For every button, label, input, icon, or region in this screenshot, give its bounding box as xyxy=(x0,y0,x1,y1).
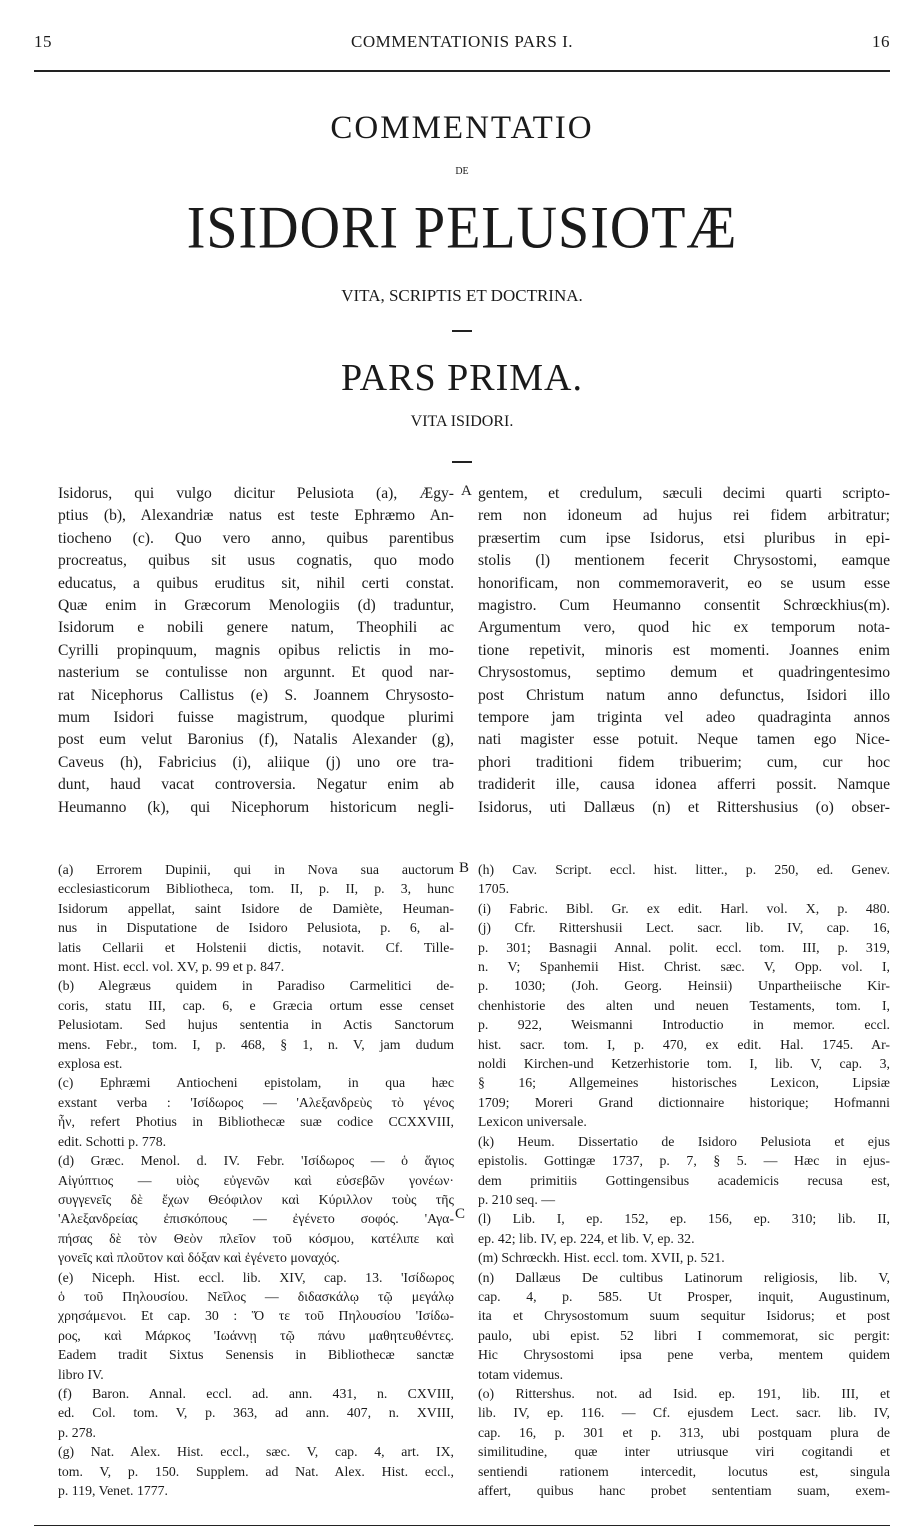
footnote-line: (l) Lib. I, ep. 152, ep. 156, ep. 310; lib. II, xyxy=(478,1211,890,1227)
title-main: ISIDORI PELUSIOTÆ xyxy=(186,194,738,262)
footnote-line: (b) Alegræus quidem in Paradiso Carmelitici de- xyxy=(58,978,454,994)
body-line: nasterium se contulisse non argunnt. Et quod nar- xyxy=(58,664,454,682)
footnote-line: Pelusiotam. Sed hujus sententia in Actis Sanctorum xyxy=(58,1017,454,1033)
body-line: præsertim cum ipse Isidorus, etsi pluribus in epi- xyxy=(478,529,890,547)
footnote-line: (h) Cav. Script. eccl. hist. litter., p. 250, ed. Genev. xyxy=(478,862,890,877)
footnote-line: p. 1030; (Joh. Georg. Heinsii) Unpartheiische Kir- xyxy=(478,978,890,994)
footnote-line: ep. 42; lib. IV, ep. 224, et lib. V, ep. 32. xyxy=(478,1230,695,1246)
footnote-line: nus in Disputatione de Isidoro Pelusiota, p. 6, al- xyxy=(58,920,454,936)
body-line: Heumanno (k), qui Nicephorum historicum negli- xyxy=(58,798,454,816)
body-column-right xyxy=(478,483,890,819)
footnote-line: epistolis. Gottingæ 1737, p. 7, § 5. — Hæc in ejus- xyxy=(478,1153,890,1169)
footnotes-left xyxy=(58,860,454,1500)
footnote-line: noldi Kirchen-und Ketzerhistorie tom. I, lib. V, cap. 3, xyxy=(478,1056,890,1072)
title-dash-2 xyxy=(452,461,472,463)
footnote-line: lib. IV, ep. 116. — Cf. ejusdem Lect. sacr. lib. IV, xyxy=(478,1405,890,1421)
running-head xyxy=(34,32,890,54)
footnote-line: dem primitiis Gottingensibus academicis recusa est, xyxy=(478,1172,890,1188)
footnote-line: cap. 4, p. 585. Ut Prosper, inquit, Augustinum, xyxy=(478,1288,890,1304)
footnote-line: 'Αλεξανδρείας ἐπισκόπους — ἐγένετο σοφός. 'Αγα- xyxy=(58,1211,454,1227)
footnote-line: συγγενεῖς δὲ ἔχων Θεόφιλον καὶ Κύριλλον τοὺς τῆς xyxy=(58,1191,454,1207)
footnote-line: latis Cellarii et Holstenii dictis, notavit. Cf. Tille- xyxy=(58,939,454,955)
running-title: COMMENTATIONIS PARS I. xyxy=(350,32,573,51)
footnote-line: (o) Rittershus. not. ad Isid. ep. 191, lib. III, et xyxy=(478,1385,890,1401)
body-line: phori traditioni fidem tribuerim; cum, cur hoc xyxy=(478,753,890,771)
body-line: Isidorum e nobili genere natum, Theophili ac xyxy=(58,619,454,637)
footnote-line: (n) Dallæus De cultibus Latinorum religiosis, lib. V, xyxy=(478,1269,890,1285)
footnote-line: p. 119, Venet. 1777. xyxy=(58,1483,168,1498)
body-line: ptius (b), Alexandriæ natus est teste Ephræmo An- xyxy=(58,507,454,525)
footnote-line: p. 278. xyxy=(58,1424,96,1440)
body-line: rat Nicephorus Callistus (e) S. Joannem Chrysosto- xyxy=(58,686,454,704)
footnote-line: p. 210 seq. — xyxy=(478,1191,556,1207)
footnote-line: Isidorum appellat, saint Isidore de Damiète, Heuman- xyxy=(58,900,454,916)
footnote-line: (g) Nat. Alex. Hist. eccl., sæc. V, cap. 4, art. IX, xyxy=(58,1444,454,1460)
body-line: post Christum natum anno defunctus, Isidori illo xyxy=(478,686,890,704)
footnote-line: (m) Schrœckh. Hist. eccl. tom. XVII, p. 521. xyxy=(478,1250,725,1266)
body-line: rem non idoneum ad hujus rei fidem arbitratur; xyxy=(478,507,890,525)
footnote-line: 1709; Moreri Grand dictionnaire historique; Hofmanni xyxy=(478,1094,890,1110)
footnote-line: ὁ τοῦ Πηλουσίου. Νεῖλος — διδασκάλῳ τῷ μεγάλῳ xyxy=(58,1288,454,1304)
footnote-line: tom. V, p. 150. Supplem. ad Nat. Alex. Hist. eccl., xyxy=(58,1463,454,1479)
margin-marker-b: B xyxy=(459,860,470,876)
body-line: tione repetivit, minoris est momenti. Joannes enim xyxy=(478,641,890,659)
footnotes-right xyxy=(478,860,890,1500)
footnote-line: chenhistorie des alten und neuen Testaments, tom. I, xyxy=(478,997,890,1013)
footnote-line: explosa est. xyxy=(58,1056,123,1072)
footnote-line: (a) Errorem Dupinii, qui in Nova sua auctorum xyxy=(58,862,454,877)
page-number-left: 15 xyxy=(34,32,52,51)
title-de: DE xyxy=(455,166,469,177)
header-rule xyxy=(34,70,890,72)
footnote-line: πήσας δὲ τὸν Θεὸν πλεῖον τοῦ κόσμου, κατέλιπε καὶ xyxy=(58,1230,454,1246)
body-line: honorificam, non commemoraverit, eo se usum esse xyxy=(478,574,890,592)
footnote-line: γονεῖς καὶ πλοῦτον καὶ δόξαν καὶ ἐγένετο μοναχός. xyxy=(58,1250,340,1266)
footnote-line: sentiendi rationem intercedit, locutus est, singula xyxy=(478,1463,890,1479)
footnote-line: ed. Col. tom. V, p. 363, ad ann. 407, n. XVIII, xyxy=(58,1405,454,1421)
footnote-line: mens. Febr., tom. I, p. 468, § 1, n. V, jam dudum xyxy=(58,1036,454,1052)
body-line: Chrysostomus, septimo demum et quadringentesimo xyxy=(478,664,890,682)
section-heading: VITA ISIDORI. xyxy=(410,413,514,430)
footer-rule xyxy=(34,1525,890,1526)
title-commentatio: COMMENTATIO xyxy=(330,110,594,146)
body-line: Quæ enim in Græcorum Menologiis (d) traduntur, xyxy=(58,597,454,615)
body-line: stolis (l) mentionem fecerit Chrysostomi, eamque xyxy=(478,552,890,570)
body-line: Isidorus, uti Dallæus (n) et Rittershusius (o) obser- xyxy=(478,798,890,816)
footnote-line: coris, statu III, cap. 6, e Græcia ortum esse censet xyxy=(58,997,454,1013)
footnote-line: libro IV. xyxy=(58,1366,104,1382)
footnote-line: χρησάμενοι. Et cap. 30 : Ὅ τε τοῦ Πηλουσίου 'Ισίδω- xyxy=(58,1308,454,1324)
body-line: Argumentum vero, quod hic ex temporum nota- xyxy=(478,619,890,637)
footnote-line: hist. sacr. tom. I, p. 470, ex edit. Hal. 1745. Ar- xyxy=(478,1036,890,1052)
body-line: nati magister esse potuit. Neque tamen ego Nice- xyxy=(478,731,890,749)
footnote-line: p. 922, Weismanni Introductio in memor. eccl. xyxy=(478,1017,890,1033)
body-line: tempore jam triginta vel adeo quadraginta annos xyxy=(478,709,890,727)
body-line: magistro. Cum Heumanno consentit Schrœckhius(m). xyxy=(478,597,890,615)
page-number-right: 16 xyxy=(872,32,890,51)
title-subtitle: VITA, SCRIPTIS ET DOCTRINA. xyxy=(341,286,583,305)
footnote-line: ρος, καὶ Μάρκος 'Ιωάννῃ τῷ πάνυ μαθητευθέντες. xyxy=(58,1327,454,1343)
margin-marker-a: A xyxy=(461,483,472,499)
body-line: mum Isidori fuisse magistrum, quodque plurimi xyxy=(58,709,454,727)
footnote-line: edit. Schotti p. 778. xyxy=(58,1133,167,1149)
footnote-line: (e) Niceph. Hist. eccl. lib. XIV, cap. 13. 'Ισίδωρος xyxy=(58,1269,454,1285)
footnote-line: (j) Cfr. Rittershusii Lect. sacr. lib. IV, cap. 16, xyxy=(478,920,890,936)
body-line: post eum velut Baronius (f), Natalis Alexander (g), xyxy=(58,731,454,749)
body-line: Isidorus, qui vulgo dicitur Pelusiota (a), Ægy- xyxy=(58,485,454,502)
footnote-line: Hic Chrysostomi ipsa pene verba, mentem quidem xyxy=(478,1347,890,1363)
footnote-line: ecclesiasticorum Bibliotheca, tom. II, p. II, p. 3, hunc xyxy=(58,881,454,897)
footnote-line: totam videmus. xyxy=(478,1366,564,1382)
body-line: procreatus, quibus sit usus cognatis, quo modo xyxy=(58,552,454,570)
footnote-line: mont. Hist. eccl. vol. XV, p. 99 et p. 847. xyxy=(58,959,285,975)
footnote-line: exstant verba : 'Ισίδωρος — 'Αλεξανδρεὺς τὸ γένος xyxy=(58,1094,454,1110)
part-heading: PARS PRIMA. xyxy=(341,357,583,399)
footnote-line: (d) Græc. Menol. d. IV. Febr. 'Ισίδωρος — ὁ ἅγιος xyxy=(58,1153,454,1169)
footnote-line: affert, quibus hanc probet sententiam suam, exem- xyxy=(478,1483,890,1498)
body-line: tradiderit ille, causa idonea afferri possit. Namque xyxy=(478,776,890,794)
body-line: Cyrilli propinquum, magnis opibus relictis in mo- xyxy=(58,641,454,659)
footnote-line: similitudine, quæ inter utriusque viri cogitandi et xyxy=(478,1444,890,1460)
footnote-line: paulo, ubi epist. 52 libri I commemorat, sic pergit: xyxy=(478,1327,890,1343)
footnote-line: (k) Heum. Dissertatio de Isidoro Pelusiota et ejus xyxy=(478,1133,890,1149)
footnote-line: Lexicon universale. xyxy=(478,1114,587,1130)
footnote-line: ἦν, refert Photius in Bibliothecæ suæ codice CCXXVIII, xyxy=(58,1114,454,1130)
footnote-line: p. 301; Basnagii Annal. polit. eccl. tom. III, p. 319, xyxy=(478,939,890,955)
title-dash-1 xyxy=(452,330,472,332)
footnote-line: Αἰγύπτιος — υἱὸς εὐγενῶν καὶ εὐσεβῶν γονέων· xyxy=(58,1172,454,1188)
footnote-line: § 16; Allgemeines historisches Lexicon, Lipsiæ xyxy=(478,1075,890,1091)
body-line: dunt, haud vacat controversia. Negatur enim ab xyxy=(58,776,454,794)
footnote-line: cap. 16, p. 301 et p. 313, ubi postquam plura de xyxy=(478,1424,890,1440)
footnote-line: Eadem tradit Sixtus Senensis in Bibliothecæ sanctæ xyxy=(58,1347,454,1363)
body-line: tiocheno (c). Quo vero anno, quibus parentibus xyxy=(58,529,454,547)
footnote-line: (f) Baron. Annal. eccl. ad. ann. 431, n. CXVIII, xyxy=(58,1385,454,1401)
footnote-line: (c) Ephræmi Antiocheni epistolam, in qua hæc xyxy=(58,1075,454,1091)
body-line: gentem, et credulum, sæculi decimi quarti scripto- xyxy=(478,485,890,502)
footnote-line: n. V; Spanhemii Hist. Christ. sæc. V, Opp. vol. I, xyxy=(478,959,890,975)
body-line: educatus, a quibus eruditus sit, nihil certi constat. xyxy=(58,574,454,592)
body-line: Caveus (h), Fabricius (i), aliique (j) uno ore tra- xyxy=(58,753,454,771)
margin-marker-c: C xyxy=(455,1206,466,1222)
footnote-line: 1705. xyxy=(478,881,510,897)
body-column-left xyxy=(58,483,454,819)
footnote-line: (i) Fabric. Bibl. Gr. ex edit. Harl. vol. X, p. 480. xyxy=(478,900,890,916)
footnote-line: ita et Chrysostomum suum sequitur Isidorus; et post xyxy=(478,1308,890,1324)
